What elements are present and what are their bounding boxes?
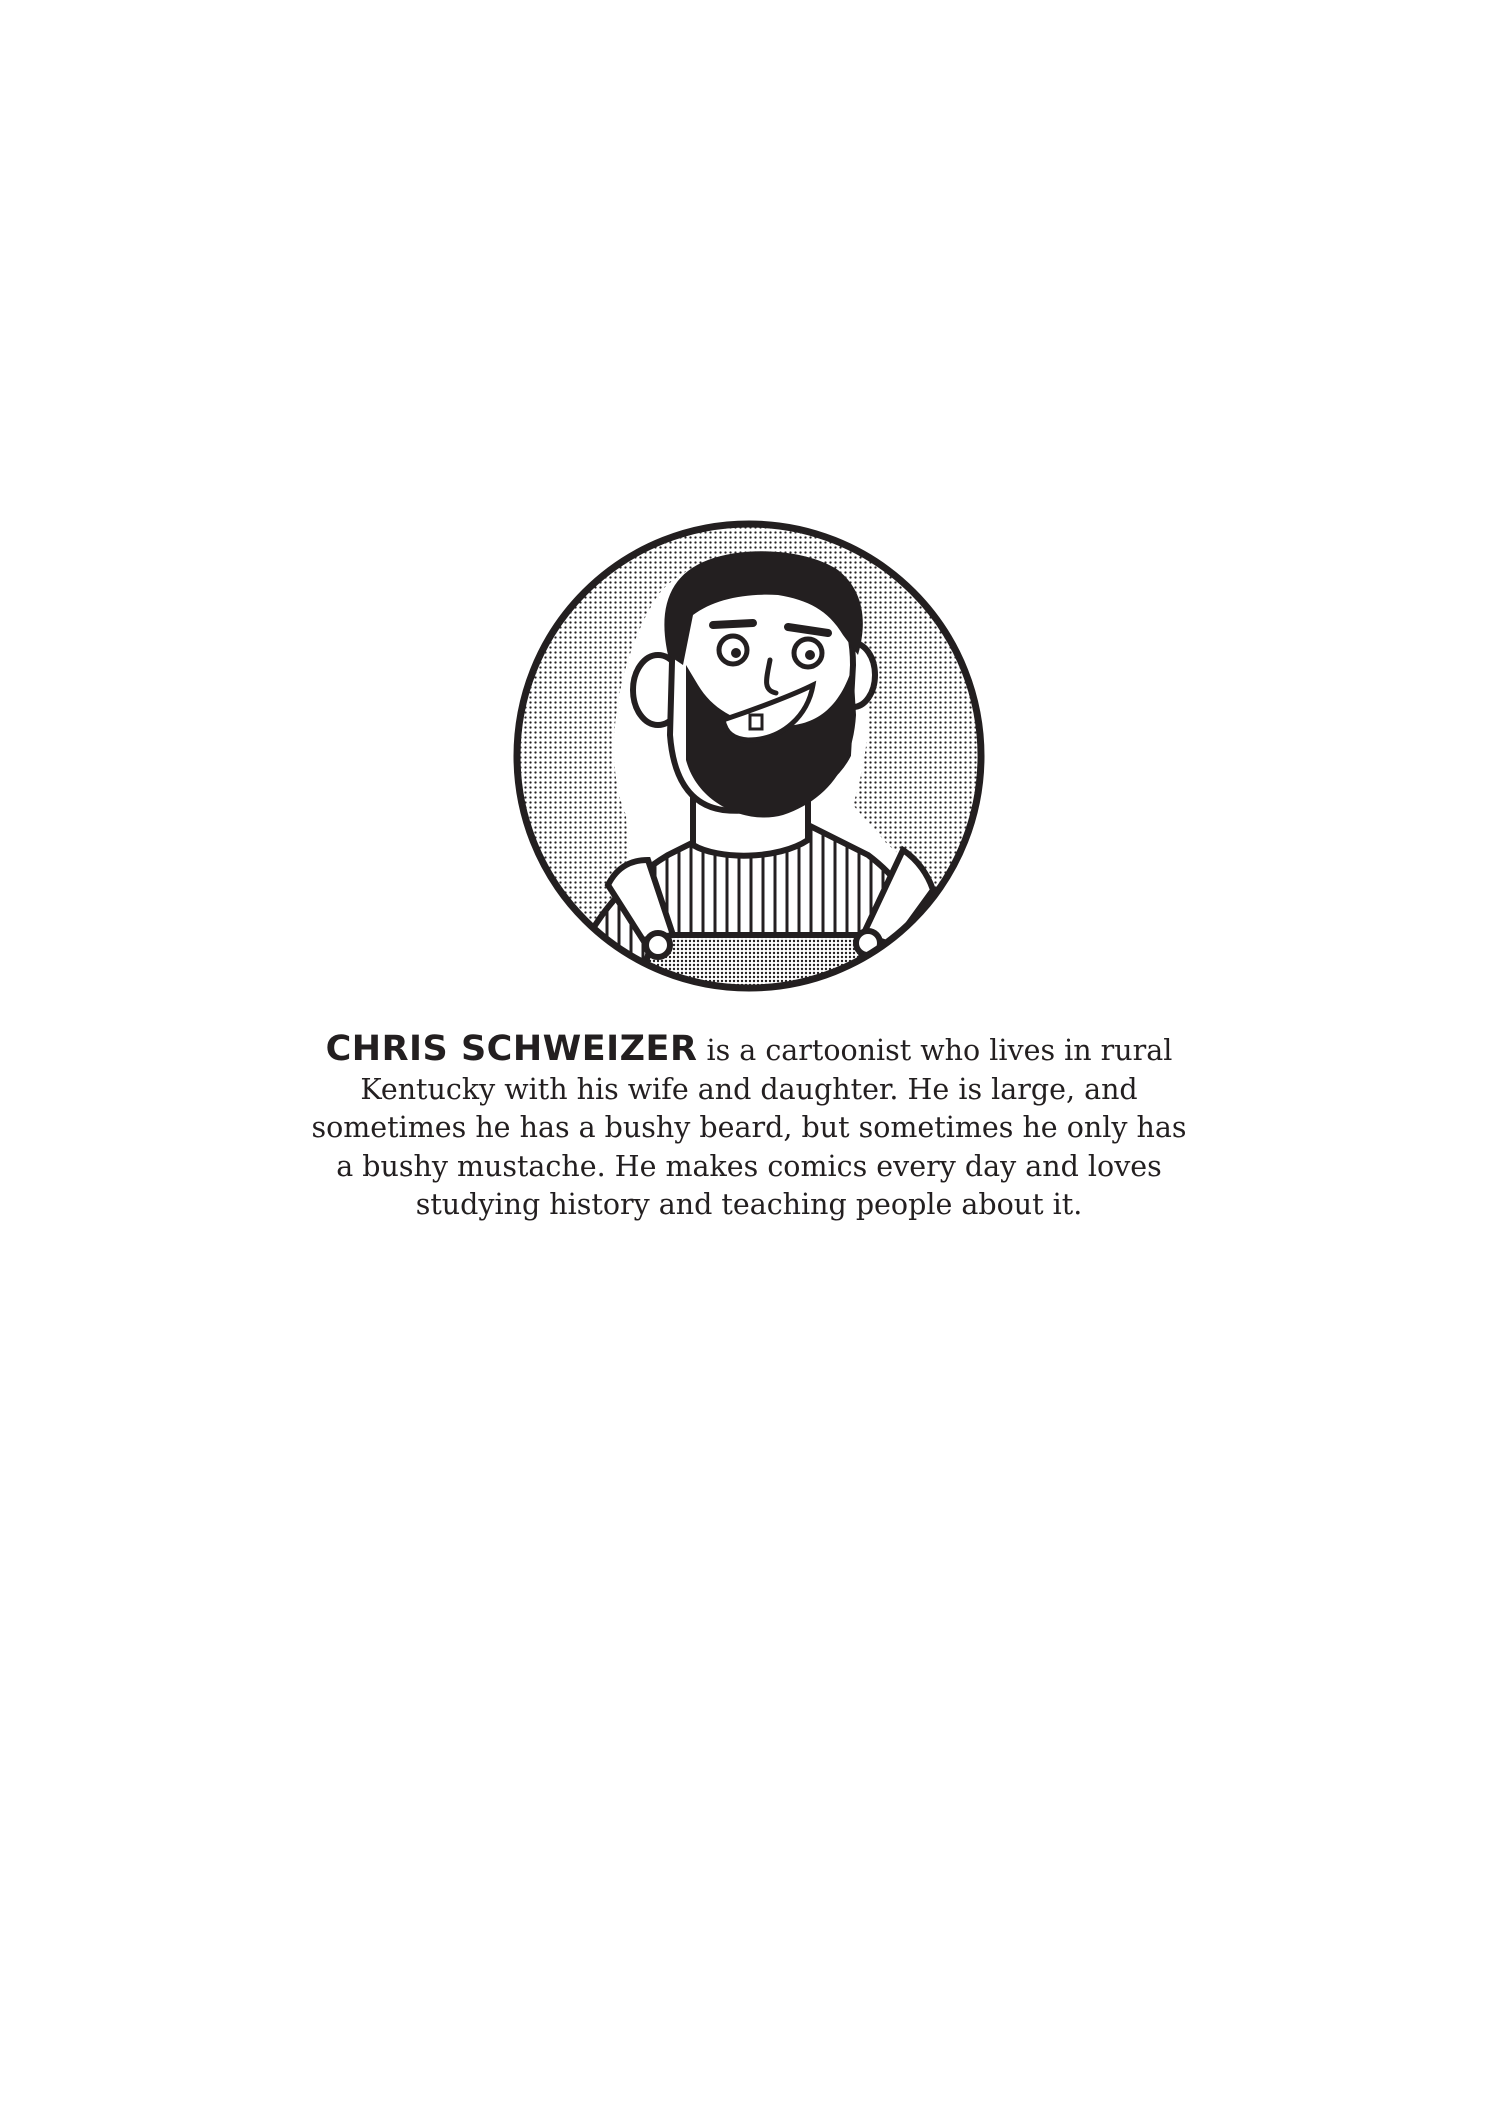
author-portrait <box>508 515 990 997</box>
author-portrait-icon <box>508 515 990 997</box>
bio-line: Kentucky with his wife and daughter. He is large, and <box>360 1072 1138 1106</box>
bio-text: is a cartoonist who lives in rural <box>697 1034 1173 1067</box>
bio-line <box>0 1030 1498 1071</box>
bio-line: sometimes he has a bushy beard, but sometimes he only has <box>311 1111 1187 1144</box>
bio-line: studying history and teaching people about it. <box>415 1188 1083 1221</box>
bio-line: a bushy mustache. He makes comics every day and loves <box>336 1149 1162 1183</box>
author-bio <box>0 1030 1498 1225</box>
author-name: CHRIS SCHWEIZER <box>325 1029 698 1069</box>
